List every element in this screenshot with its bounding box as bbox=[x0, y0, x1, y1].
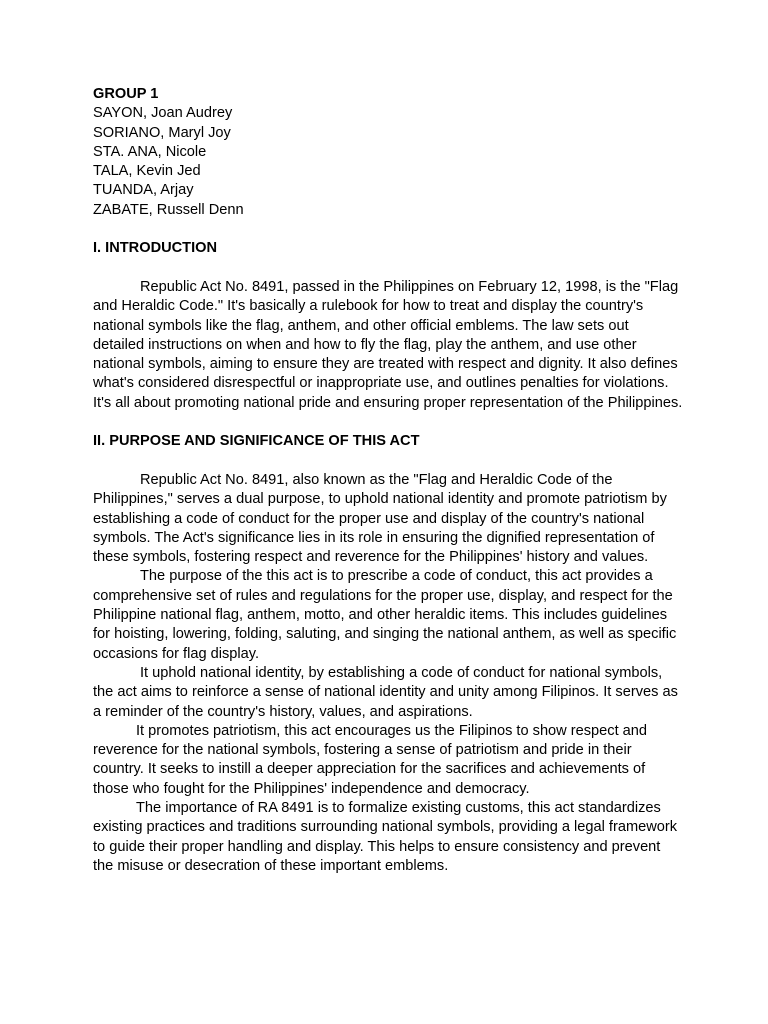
introduction-paragraph: Republic Act No. 8491, passed in the Philippines on February 12, 1998, is the "Flag and Heraldic Code." It's basically a rulebook for how to treat and display the country's national symbols like the flag, anthem, and other official emblems. The law sets out detailed instructions on when and how to fly the flag, play the anthem, and use other national symbols, aiming to ensure they are treated with respect and dignity. It also defines what's considered disrespectful or inappropriate use, and outlines penalties for violations. It's all about promoting national pride and ensuring proper representation of the Philippines. bbox=[93, 278, 683, 411]
group-member: SORIANO, Maryl Joy bbox=[93, 124, 231, 141]
document-page bbox=[93, 85, 683, 876]
group-member: SAYON, Joan Audrey bbox=[93, 105, 233, 122]
group-member: ZABATE, Russell Denn bbox=[93, 201, 244, 218]
purpose-paragraph: It uphold national identity, by establishing a code of conduct for national symbols, the act aims to reinforce a sense of national identity and unity among Filipinos. It serves as a reminder of the country's history, values, and aspirations. bbox=[93, 664, 678, 720]
section-heading-purpose: II. PURPOSE AND SIGNIFICANCE OF THIS ACT bbox=[93, 433, 420, 450]
purpose-paragraph: Republic Act No. 8491, also known as the "Flag and Heraldic Code of the Philippines," serves a dual purpose, to uphold national identity and promote patriotism by establishing a code of conduct for the proper use and display of the country's national symbols. The Act's significance lies in its role in ensuring the dignified representation of these symbols, fostering respect and reverence for the Philippines' history and values. bbox=[93, 471, 667, 566]
group-member: STA. ANA, Nicole bbox=[93, 143, 207, 160]
section-heading-introduction: I. INTRODUCTION bbox=[93, 240, 218, 257]
purpose-paragraph: The importance of RA 8491 is to formalize existing customs, this act standardizes existing practices and traditions surrounding national symbols, providing a legal framework to guide their proper handling and display. This helps to ensure consistency and prevent the misuse or desecration of these important emblems. bbox=[93, 799, 678, 874]
purpose-paragraph: It promotes patriotism, this act encourages us the Filipinos to show respect and reverence for the national symbols, fostering a sense of patriotism and pride in their country. It seeks to instill a deeper appreciation for the sacrifices and achievements of those who fought for the Philippines' independence and democracy. bbox=[93, 722, 648, 797]
group-member: TUANDA, Arjay bbox=[93, 182, 194, 199]
purpose-paragraph: The purpose of the this act is to prescribe a code of conduct, this act provides a comprehensive set of rules and regulations for the proper use, display, and respect for the Philippine national flag, anthem, motto, and other heraldic items. This includes guidelines for hoisting, lowering, folding, saluting, and singing the national anthem, as well as specific occasions for flag display. bbox=[93, 568, 677, 662]
group-title: GROUP 1 bbox=[93, 86, 159, 102]
spacer bbox=[93, 259, 683, 278]
spacer bbox=[93, 220, 683, 239]
spacer bbox=[93, 413, 683, 432]
group-member: TALA, Kevin Jed bbox=[93, 163, 201, 180]
spacer bbox=[93, 452, 683, 471]
